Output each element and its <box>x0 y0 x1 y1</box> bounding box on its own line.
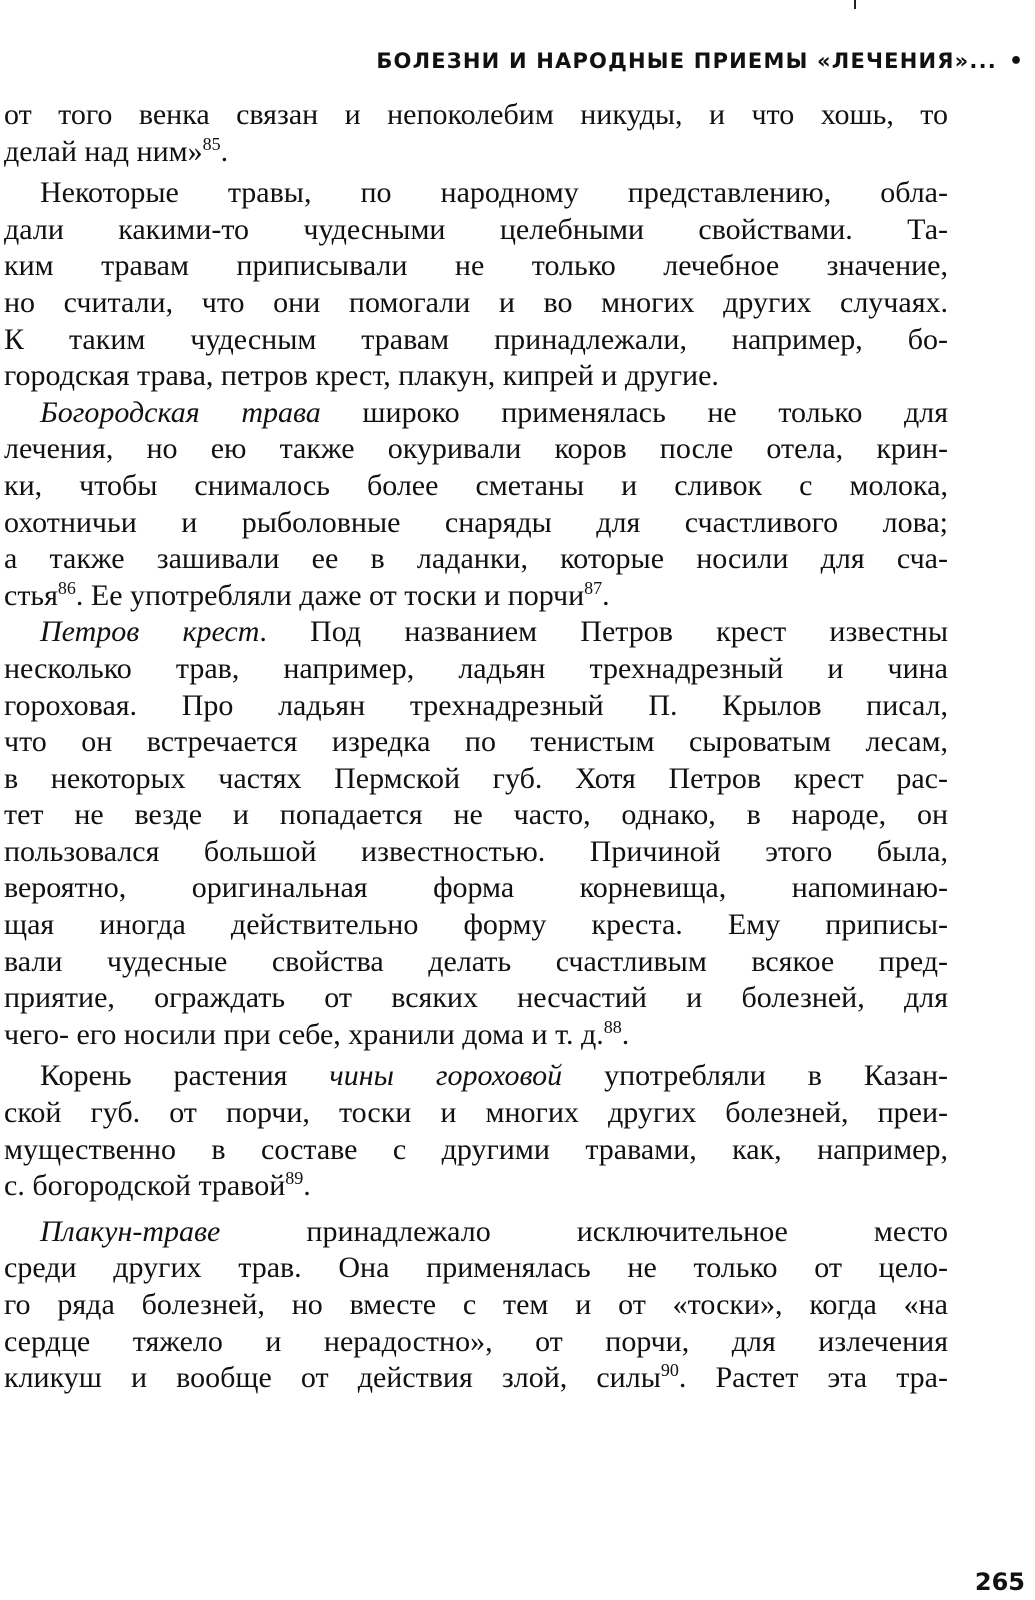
term-italic: Плакун-траве <box>40 1214 221 1248</box>
text-line: но считали, что они помогали и во многих других случаях. <box>4 285 948 319</box>
footnote-ref: 89 <box>285 1168 304 1189</box>
term-italic: Петров крест <box>40 615 260 649</box>
text-line: с. богородской травой$^{89}$. <box>4 1168 311 1203</box>
text-line: приятие, ограждать от всяких несчастий и болезней, для <box>4 981 948 1015</box>
text-line: Петров крест. Под названием Петров крест известны <box>40 615 948 649</box>
text-line: городская трава, петров крест, плакун, кипрей и другие. <box>4 359 719 393</box>
footnote-ref: 85 <box>202 133 221 154</box>
text-line: ким травам приписывали не только лечебное значение, <box>4 249 948 283</box>
text-line: в некоторых частях Пермской губ. Хотя Петров крест рас- <box>4 761 948 795</box>
text-line: Некоторые травы, по народному представлению, обла- <box>40 176 948 210</box>
text-line: несколько трав, например, ладьян трехнадрезный и чина <box>4 651 948 685</box>
text-line: вали чудесные свойства делать счастливым всякое пред- <box>4 944 948 978</box>
text-line: ской губ. от порчи, тоски и многих других болезней, преи- <box>4 1096 948 1130</box>
term-italic: чины гороховой <box>329 1059 563 1093</box>
footnote-ref: 86 <box>57 577 76 598</box>
text-line: сердце тяжело и нерадостно», от порчи, для излечения <box>4 1324 948 1358</box>
text-line: среди других трав. Она применялась не только от цело- <box>4 1251 948 1285</box>
footnote-ref: 87 <box>584 577 603 598</box>
footnote-ref: 88 <box>603 1016 622 1037</box>
text-line: стья$^{86}$. Ее употребляли даже от тоски и порчи$^{87}$. <box>4 577 610 612</box>
text-line: охотничьи и рыболовные снаряды для счастливого лова; <box>4 505 948 539</box>
text-line: чего- его носили при себе, хранили дома и т. д.$^{88}$. <box>4 1016 630 1051</box>
text-line: дали какими-то чудесными целебными свойствами. Та- <box>4 212 948 246</box>
text-line: что он встречается изредка по тенистым сыроватым лесам, <box>4 725 948 759</box>
text-line: К таким чудесным травам принадлежали, например, бо- <box>4 322 948 356</box>
running-header-bullet: • <box>1008 48 1023 74</box>
text-line: ки, чтобы снималось более сметаны и сливок с молока, <box>4 468 948 502</box>
text-line: тет не везде и попадается не часто, однако, в народе, он <box>4 798 948 832</box>
running-header <box>175 44 1023 78</box>
footnote-ref: 90 <box>660 1360 679 1381</box>
text-line: Богородская трава широко применялась не только для <box>40 395 948 429</box>
text-line: Корень растения чины гороховой употребляли в Казан- <box>40 1059 948 1093</box>
text-line: делай над ним»$^{85}$. <box>4 133 229 168</box>
text-line: лечения, но ею также окуривали коров после отела, крин- <box>4 432 948 466</box>
top-edge-mark <box>854 0 856 9</box>
text-line: вероятно, оригинальная форма корневища, напоминаю- <box>4 871 948 905</box>
text-line: щая иногда действительно форму креста. Ему приписы- <box>4 908 948 942</box>
text-line: пользовался большой известностью. Причиной этого была, <box>4 834 948 868</box>
text-line: гороховая. Про ладьян трехнадрезный П. Крылов писал, <box>4 688 948 722</box>
text-line: мущественно в составе с другими травами, как, например, <box>4 1132 948 1166</box>
page-number: 265 <box>974 1568 1025 1596</box>
body-text <box>4 97 948 1397</box>
running-header-title: БОЛЕЗНИ И НАРОДНЫЕ ПРИЕМЫ «ЛЕЧЕНИЯ»... <box>376 49 997 73</box>
text-line: Плакун-траве принадлежало исключительное место <box>40 1214 948 1248</box>
term-italic: Богородская трава <box>40 395 321 429</box>
text-line: а также зашивали ее в ладанки, которые носили для сча- <box>4 542 948 576</box>
text-line: от того венка связан и непоколебим никуды, и что хошь, то <box>4 98 948 131</box>
text-line: го ряда болезней, но вместе с тем и от «тоски», когда «на <box>4 1288 948 1321</box>
text-line: кликуш и вообще от действия злой, силы$^{90}$. Растет эта тра- <box>4 1360 948 1395</box>
